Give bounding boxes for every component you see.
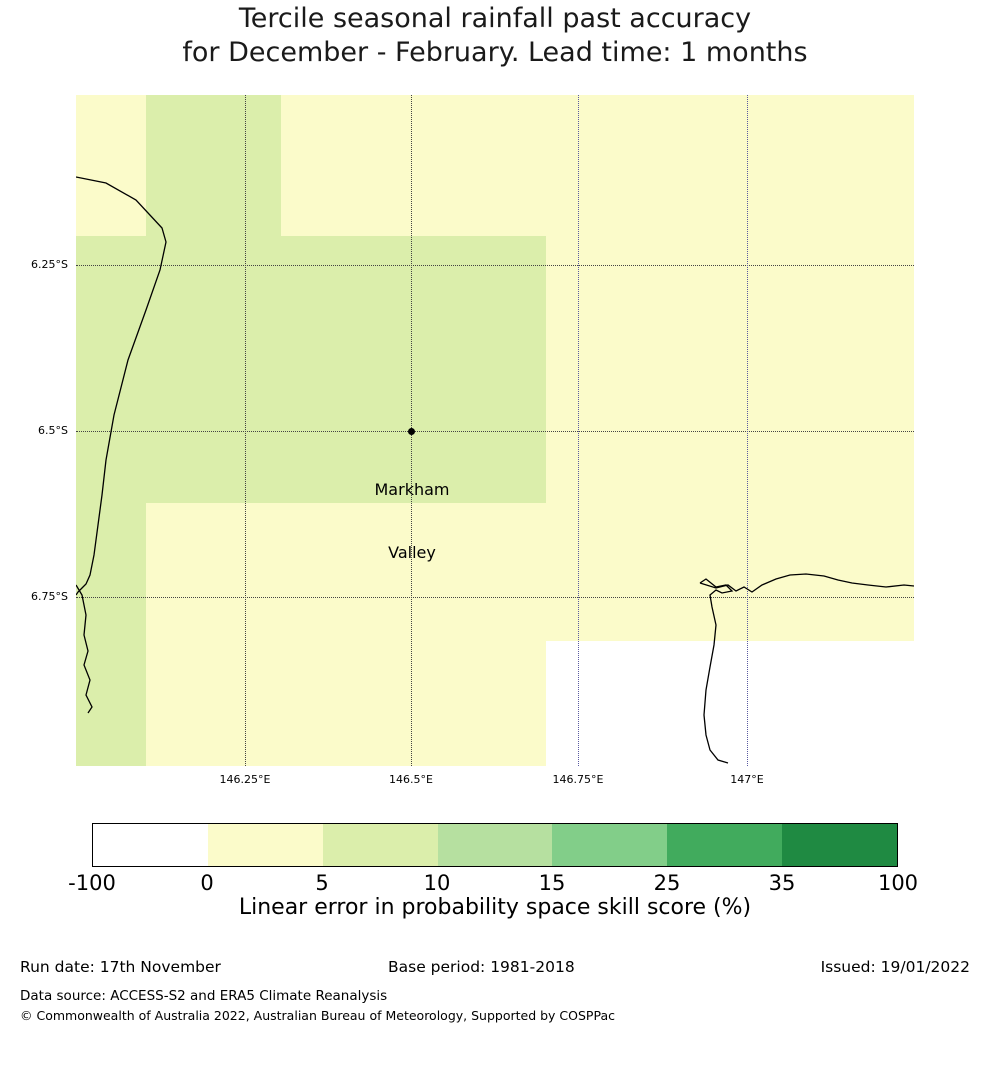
colorbar xyxy=(68,823,919,895)
footer-data-source: Data source: ACCESS-S2 and ERA5 Climate Reanalysis xyxy=(20,988,388,1004)
colorbar-tick-label: 35 xyxy=(768,871,796,895)
footer xyxy=(0,958,990,1023)
x-axis-tick-label: 146.25°E xyxy=(219,773,271,786)
footer-primary-row xyxy=(0,958,990,982)
colorbar-swatches xyxy=(92,823,898,867)
chart-title-line-1: Tercile seasonal rainfall past accuracy xyxy=(238,3,752,34)
x-axis-tick-label: 146.5°E xyxy=(389,773,433,786)
station-marker-dot xyxy=(408,428,415,435)
colorbar-tick-label: 0 xyxy=(200,871,214,895)
station-name-line-1: Markham xyxy=(374,480,450,499)
map-plot-area xyxy=(76,95,914,766)
footer-copyright: © Commonwealth of Australia 2022, Australian Bureau of Meteorology, Supported by COSPPac xyxy=(20,1008,615,1023)
y-axis-tick-label: 6.5°S xyxy=(38,424,68,437)
coastline-overlay xyxy=(76,95,914,766)
colorbar-swatch xyxy=(93,824,208,866)
colorbar-tick-label: -100 xyxy=(68,871,116,895)
chart-title xyxy=(0,0,990,70)
x-axis-tick-label: 147°E xyxy=(730,773,764,786)
colorbar-swatch xyxy=(552,824,667,866)
colorbar-swatch xyxy=(323,824,438,866)
station-marker-label xyxy=(332,437,492,605)
footer-base-period: Base period: 1981-2018 xyxy=(388,958,575,976)
y-axis-tick-label: 6.75°S xyxy=(31,590,68,603)
colorbar-swatch xyxy=(667,824,782,866)
colorbar-swatch xyxy=(438,824,553,866)
colorbar-tick-label: 5 xyxy=(315,871,329,895)
colorbar-swatch xyxy=(208,824,323,866)
chart-title-line-2: for December - February. Lead time: 1 months xyxy=(182,37,808,68)
x-axis-tick-label: 146.75°E xyxy=(552,773,604,786)
colorbar-title: Linear error in probability space skill score (%) xyxy=(238,895,752,920)
colorbar-tick-label: 15 xyxy=(538,871,566,895)
colorbar-swatch xyxy=(782,824,897,866)
y-axis-tick-label: 6.25°S xyxy=(31,258,68,271)
colorbar-tick-label: 100 xyxy=(877,871,919,895)
station-name-line-2: Valley xyxy=(388,543,436,562)
footer-issued-date: Issued: 19/01/2022 xyxy=(820,958,970,976)
colorbar-tick-label: 25 xyxy=(653,871,681,895)
footer-run-date: Run date: 17th November xyxy=(20,958,221,976)
colorbar-tick-label: 10 xyxy=(423,871,451,895)
